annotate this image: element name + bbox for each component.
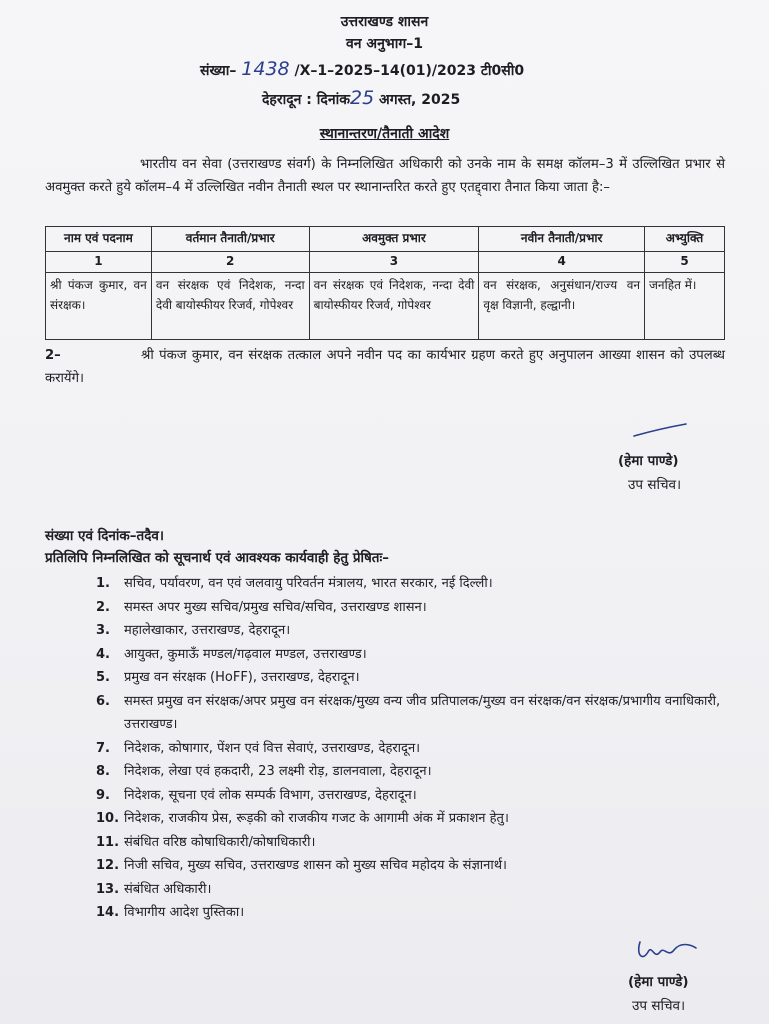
cell-current-posting: वन संरक्षक एवं निदेशक, नन्दा देवी बायोस्फीयर रिजर्व, गोपेश्वर (151, 273, 309, 340)
list-item (60, 831, 730, 855)
list-item (60, 807, 730, 831)
list-item (60, 690, 730, 737)
list-item-text: आयुक्त, कुमाऊँ मण्डल/गढ़वाल मण्डल, उत्तराखण्ड। (124, 646, 367, 662)
copy-reference-line: संख्या एवं दिनांक–तदैव। (45, 528, 164, 544)
list-item (60, 619, 730, 643)
column-number: 3 (309, 252, 479, 273)
list-item (60, 854, 730, 878)
signatory-2-title: उप सचिव। (632, 998, 686, 1014)
list-item-number: 4. (96, 646, 110, 662)
list-item-number: 9. (96, 787, 110, 803)
list-item (60, 596, 730, 620)
list-item-text: प्रमुख वन संरक्षक (HoFF), उत्तराखण्ड, देहरादून। (124, 670, 360, 685)
column-number: 1 (46, 252, 152, 273)
column-number: 2 (151, 252, 309, 273)
list-item (60, 760, 730, 784)
header-cell: अवमुक्त प्रभार (309, 227, 479, 252)
list-item (60, 784, 730, 808)
paragraph-2 (45, 344, 725, 390)
subject-text: स्थानान्तरण/तैनाती आदेश (319, 126, 450, 142)
list-item (60, 878, 730, 902)
list-item-number: 8. (96, 764, 110, 779)
list-item-text: संबंधित वरिष्ठ कोषाधिकारी/कोषाधिकारी। (124, 834, 316, 850)
list-item-number: 10. (96, 811, 120, 826)
table-number-row (46, 252, 725, 273)
list-item-text: निदेशक, सूचना एवं लोक सम्पर्क विभाग, उत्तराखण्ड, देहरादून। (124, 787, 417, 803)
list-item-text: विभागीय आदेश पुस्तिका। (124, 905, 245, 920)
list-item (60, 643, 730, 667)
list-item-text: समस्त प्रमुख वन संरक्षक/अपर प्रमुख वन संरक्षक/मुख्य वन्य जीव प्रतिपालक/मुख्य वन संरक्षक/वन संरक्षक/प्रभागीय वनाधिकारी, उत्तराखण्ड। (124, 693, 721, 732)
list-item-text: महालेखाकार, उत्तराखण्ड, देहरादून। (124, 623, 291, 638)
ref-rest: /X–1–2025–14(01)/2023 टी0सी0 (294, 63, 525, 79)
paragraph-2-text: श्री पंकज कुमार, वन संरक्षक तत्काल अपने नवीन पद का कार्यभार ग्रहण करते हुए अनुपालन आख्या शासन को उपलब्ध करायेंगे। (45, 348, 725, 386)
list-item-number: 7. (96, 740, 110, 756)
list-item-number: 13. (96, 881, 120, 897)
list-item-text: निदेशक, राजकीय प्रेस, रूड़की को राजकीय गजट के आगामी अंक में प्रकाशन हेतु। (124, 811, 509, 826)
signatory-2-name: (हेमा पाण्डे) (628, 974, 689, 990)
date-suffix: अगस्त, 2025 (379, 92, 461, 108)
list-item-number: 3. (96, 623, 110, 638)
department-header: वन अनुभाग–1 (346, 36, 423, 52)
table-header-row (46, 227, 725, 252)
ref-handwritten-number: 1438 (241, 58, 290, 80)
list-item (60, 737, 730, 761)
list-item-text: निजी सचिव, मुख्य सचिव, उत्तराखण्ड शासन को मुख्य सचिव महोदय के संज्ञानार्थ। (124, 858, 507, 873)
list-item-number: 12. (96, 858, 120, 873)
list-item-text: निदेशक, कोषागार, पेंशन एवं वित्त सेवाएं, उत्तराखण्ड, देहरादून। (124, 740, 421, 756)
order-subject (0, 124, 769, 143)
copy-heading: प्रतिलिपि निम्नलिखित को सूचनार्थ एवं आवश्यक कार्यवाही हेतु प्रेषितः– (45, 550, 389, 566)
list-item (60, 666, 730, 690)
cell-officer-name: श्री पंकज कुमार, वन संरक्षक। (46, 273, 152, 340)
ref-label: संख्या– (200, 63, 237, 79)
header-cell: नवीन तैनाती/प्रभार (479, 227, 645, 252)
copy-recipient-list (60, 572, 730, 925)
signature-1-mark (630, 420, 690, 442)
signatory-1-title: उप सचिव। (628, 477, 682, 493)
list-item-text: समस्त अपर मुख्य सचिव/प्रमुख सचिव/सचिव, उत्तराखण्ड शासन। (124, 599, 427, 615)
signature-2-mark (632, 934, 702, 970)
list-item-text: सचिव, पर्यावरण, वन एवं जलवायु परिवर्तन मंत्रालय, भारत सरकार, नई दिल्ली। (124, 576, 493, 591)
list-item-number: 5. (96, 670, 110, 685)
column-number: 4 (479, 252, 645, 273)
paragraph-2-number: 2– (45, 348, 61, 363)
column-number: 5 (645, 252, 725, 273)
header-cell: वर्तमान तैनाती/प्रभार (151, 227, 309, 252)
list-item-number: 2. (96, 599, 110, 615)
date-prefix: देहरादून : दिनांक (262, 92, 350, 108)
signatory-1-name: (हेमा पाण्डे) (618, 453, 679, 469)
transfer-table (45, 226, 725, 340)
paragraph-1: भारतीय वन सेवा (उत्तराखण्ड संवर्ग) के निम्नलिखित अधिकारी को उनके नाम के समक्ष कॉलम–3 में उल्लिखित प्रभार से अवमुक्त करते हुये कॉलम–4 में उल्लिखित नवीन तैनाती स्थल पर स्थानान्तरित करते हुए एतद्द्वारा तैनात किया जाता है:– (45, 157, 725, 195)
date-line (262, 87, 460, 109)
list-item (60, 901, 730, 925)
list-item-number: 11. (96, 834, 120, 850)
list-item-number: 6. (96, 693, 110, 709)
list-item-text: संबंधित अधिकारी। (124, 881, 212, 897)
date-handwritten-day: 25 (349, 87, 375, 109)
cell-relieved-charge: वन संरक्षक एवं निदेशक, नन्दा देवी बायोस्फीयर रिजर्व, गोपेश्वर (309, 273, 479, 340)
header-cell: नाम एवं पदनाम (46, 227, 152, 252)
list-item (60, 572, 730, 596)
header-cell: अभ्युक्ति (645, 227, 725, 252)
list-item-number: 14. (96, 905, 120, 920)
government-header: उत्तराखण्ड शासन (340, 14, 429, 30)
list-item-number: 1. (96, 576, 110, 591)
list-item-text: निदेशक, लेखा एवं हकदारी, 23 लक्ष्मी रोड़, डालनवाला, देहरादून। (124, 764, 432, 779)
cell-remarks: जनहित में। (645, 273, 725, 340)
table-row (46, 273, 725, 340)
reference-number (200, 58, 524, 80)
cell-new-posting: वन संरक्षक, अनुसंधान/राज्य वन वृक्ष विज्ञानी, हल्द्वानी। (479, 273, 645, 340)
